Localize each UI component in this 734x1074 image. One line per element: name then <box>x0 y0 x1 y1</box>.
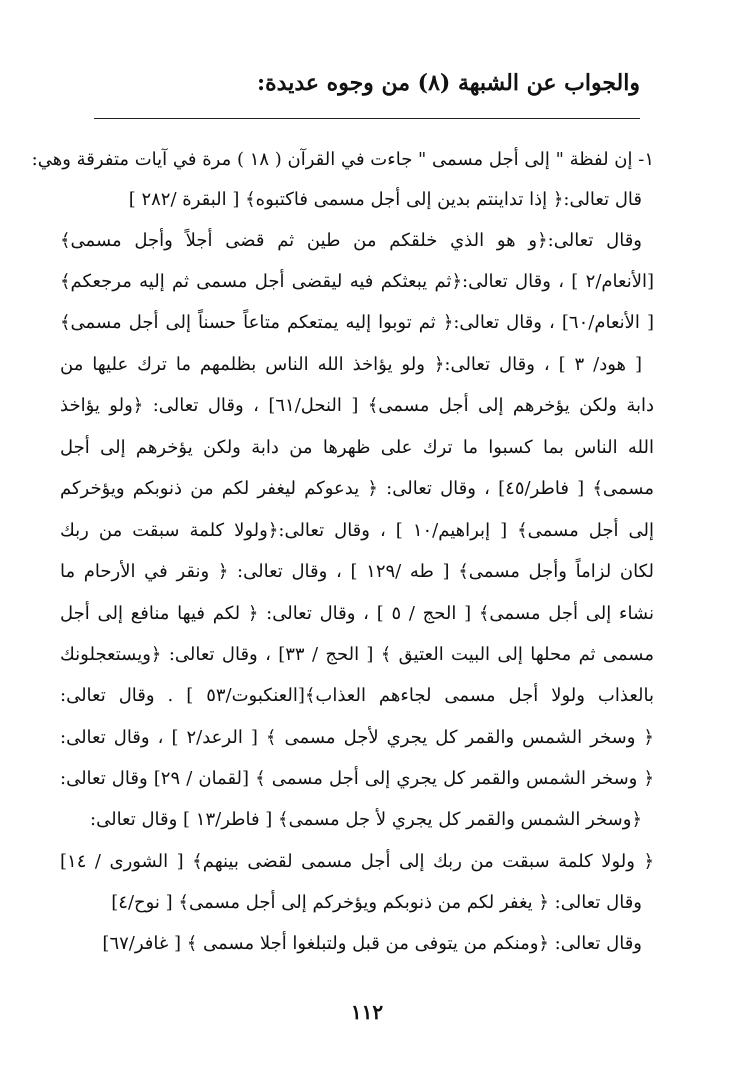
text-line: ١- إن لفظة " إلى أجل مسمى " جاءت في القرآن ( ١٨ ) مرة في آيات متفرقة وهي: <box>31 149 654 170</box>
text-line: ﴿ وسخر الشمس والقمر كل يجري إلى أجل مسمى ﴾ [لقمان / ٢٩] وقال تعالى: <box>60 768 655 789</box>
text-line: نشاء إلى أجل مسمى﴾ [ الحج / ٥ ] ، وقال تعالى: ﴿ لكم فيها منافع إلى أجل <box>60 603 654 624</box>
text-line: [ هود/ ٣ ] ، وقال تعالى:﴿ ولو يؤاخذ الله الناس بظلمهم ما ترك عليها من <box>60 354 642 375</box>
text-line: مسمى ثم محلها إلى البيت العتيق ﴾ [ الحج / ٣٣] ، وقال تعالى: ﴿ويستعجلونك <box>60 644 654 665</box>
text-line: وقال تعالى: ﴿ يغفر لكم من ذنوبكم ويؤخركم إلى أجل مسمى﴾ [ نوح/٤] <box>111 892 642 913</box>
text-line: الله الناس بما كسبوا ما ترك على ظهرها من دابة ولكن يؤخرهم إلى أجل <box>60 437 654 458</box>
text-line: قال تعالى:﴿ إذا تداينتم بدين إلى أجل مسمى فاكتبوه﴾ [ البقرة /٢٨٢ ] <box>128 189 642 210</box>
text-line: وقال تعالى: ﴿ومنكم من يتوفى من قبل ولتبلغوا أجلا مسمى ﴾ [ غافر/٦٧] <box>102 933 642 954</box>
text-line: ﴿ وسخر الشمس والقمر كل يجري لأجل مسمى ﴾ [ الرعد/٢ ] ، وقال تعالى: <box>60 727 654 748</box>
section-heading: والجواب عن الشبهة (٨) من وجوه عديدة: <box>257 70 640 96</box>
text-line: [الأنعام/٢ ] ، وقال تعالى:﴿ثم يبعثكم فيه ليقضى أجل مسمى ثم إليه مرجعكم﴾ <box>60 271 654 292</box>
text-line: لكان لزاماً وأجل مسمى﴾ [ طه /١٢٩ ] ، وقال تعالى: ﴿ ونقر في الأرحام ما <box>60 561 655 582</box>
text-line: مسمى﴾ [ فاطر/٤٥] ، وقال تعالى: ﴿ يدعوكم ليغفر لكم من ذنوبكم ويؤخركم <box>60 478 654 499</box>
heading-underline <box>94 118 640 119</box>
text-line: بالعذاب ولولا أجل مسمى لجاءهم العذاب﴾[العنكبوت/٥٣ ] . وقال تعالى: <box>60 685 654 706</box>
text-line: ﴿وسخر الشمس والقمر كل يجري لأ جل مسمى﴾ [ فاطر/١٣ ] وقال تعالى: <box>90 809 642 830</box>
page-number: ١١٢ <box>350 1000 384 1024</box>
text-line: إلى أجل مسمى﴾ [ إبراهيم/١٠ ] ، وقال تعالى:﴿ولولا كلمة سبقت من ربك <box>60 520 654 541</box>
text-line: ﴿ ولولا كلمة سبقت من ربك إلى أجل مسمى لقضى بينهم﴾ [ الشورى / ١٤] <box>60 851 654 872</box>
text-line: دابة ولكن يؤخرهم إلى أجل مسمى﴾ [ النحل/٦١] ، وقال تعالى: ﴿ولو يؤاخذ <box>60 395 654 416</box>
text-line: [ الأنعام/٦٠] ، وقال تعالى:﴿ ثم توبوا إليه يمتعكم متاعاً حسناً إلى أجل مسمى﴾ <box>60 312 654 333</box>
text-line: وقال تعالى:﴿و هو الذي خلقكم من طين ثم قضى أجلاً وأجل مسمى﴾ <box>60 230 642 251</box>
